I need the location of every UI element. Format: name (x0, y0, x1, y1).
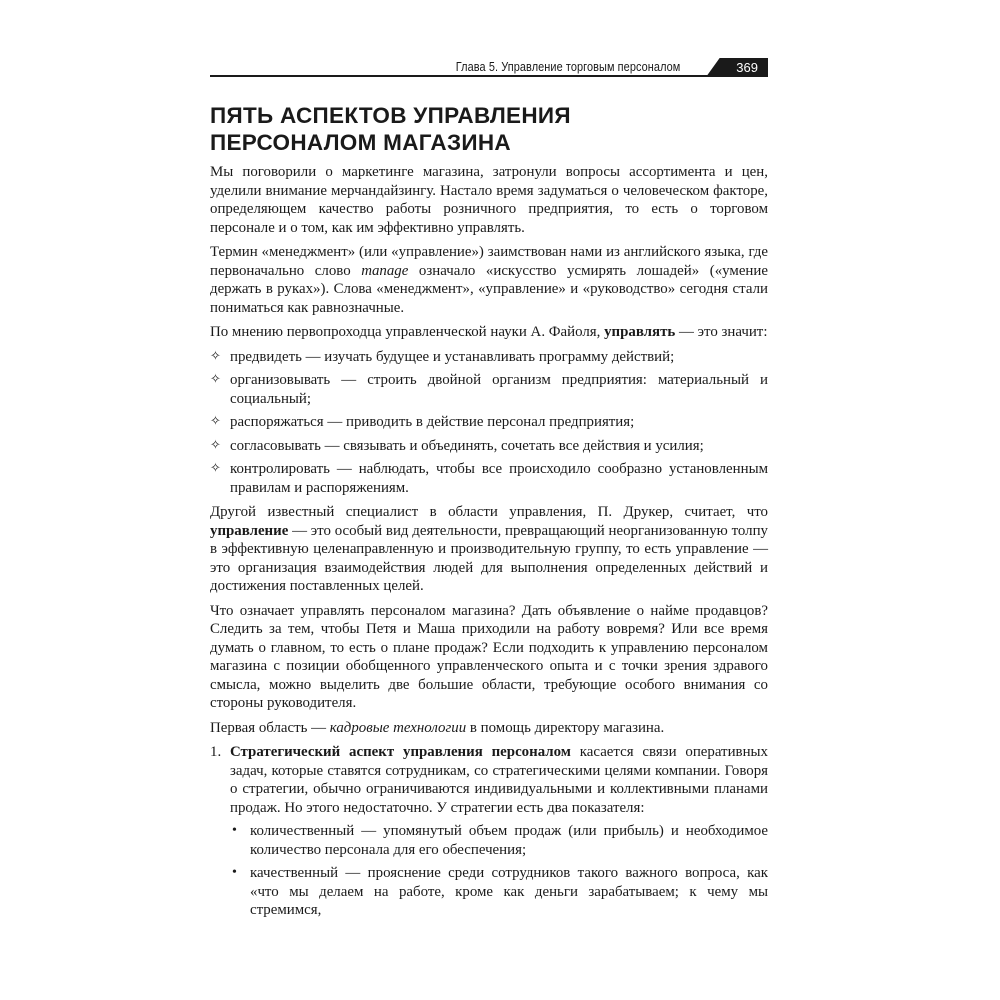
header-rule (210, 75, 768, 77)
section-title (210, 102, 768, 156)
bullet-icon: • (232, 865, 237, 880)
bullet-icon: • (232, 823, 237, 838)
strong-upravlyat: управлять (604, 324, 676, 340)
list-item-text: распоряжаться — приводить в действие персонал предприятия; (230, 414, 635, 430)
emphasis-hr-tech: кадровые технологии (329, 719, 467, 736)
emphasis-manage: manage (361, 262, 409, 279)
text-run: касается связи оперативных задач, которые ставятся сотрудникам, со стратегическими целями компании. Говоря о стратегии, обычно ограничиваются индивидуальными и коллективными планами продаж. Но этого недостаточно. У стратегии есть два показателя: (230, 744, 768, 816)
paragraph-intro: Мы поговорили о маркетинге магазина, затронули вопросы ассортимента и цен, уделили внимание мерчандайзингу. Настало время задуматься о человеческом факторе, определяющем качество работы розничного предприятия, то есть о торговом персонале и о том, как им эффективно управлять. (210, 164, 768, 236)
star-bullet-icon: ✧ (210, 414, 221, 429)
text-run: — это особый вид деятельности, превращающий неорганизованную толпу в эффективную целенаправленную и производительную группу, то есть управление — это организация взаимодействия людей для выполнения определенных действий и достижения поставленных целей. (210, 522, 768, 594)
list-item (210, 348, 768, 367)
strong-upravlenie: управление (210, 522, 289, 539)
list-item-text: количественный — упомянутый объем продаж (или прибыль) и необходимое количество персонала для его обеспечения; (250, 823, 768, 858)
star-bullet-icon: ✧ (210, 372, 221, 387)
list-item-text: качественный — прояснение среди сотрудников такого важного вопроса, как «что мы делаем на работе, кроме как деньги зарабатываем; к чему мы стремимся, (250, 865, 768, 918)
text-run: По мнению первопроходца управленческой науки А. Файоля, (210, 324, 605, 340)
paragraph-first-area (210, 719, 768, 738)
text-run: Другой известный специалист в области управления, П. Друкер, считает, что (210, 504, 768, 520)
star-bullet-icon: ✧ (210, 437, 221, 453)
list-item (210, 413, 768, 432)
list-item-text: согласовывать — связывать и объединять, сочетать все действия и усилия; (230, 437, 704, 454)
list-item (210, 437, 768, 456)
paragraph-fayol (210, 323, 768, 342)
paragraph-drucker (210, 503, 768, 596)
list-item (210, 371, 768, 408)
body-text (210, 163, 768, 925)
star-bullet-icon: ✧ (210, 348, 221, 364)
strategy-indicators-list (230, 822, 768, 920)
list-item (210, 743, 768, 920)
strong-strategic-aspect: Стратегический аспект управления персоналом (230, 744, 571, 760)
text-run: означало «искусство усмирять лошадей» («умение держать в руках»). Слова «менеджмент», «управление» и «руководство» сегодня стали пониматься как равнозначные. (210, 262, 768, 316)
list-item (230, 822, 768, 859)
list-item-text: организовывать — строить двойной организм предприятия: материальный и социальный; (230, 372, 768, 407)
page-number: 369 (736, 60, 758, 75)
aspects-list (210, 743, 768, 920)
list-item-text: контролировать — наблюдать, чтобы все происходило сообразно установленным правилам и распоряжениям. (230, 461, 768, 496)
paragraph-store-staff: Что означает управлять персоналом магазина? Дать объявление о найме продавцов? Следить за тем, чтобы Петя и Маша приходили на работу вовремя? Или все время думать о главном, то есть о плане продаж? Если подходить к управлению персоналом магазина с позиции обобщенного управленческого опыта и с точки зрения здравого смысла, можно выделить две большие области, требующие особого внимания со стороны руководителя. (210, 602, 768, 711)
text-run: Первая область — (210, 719, 330, 736)
paragraph-management-term (210, 243, 768, 317)
book-page (210, 0, 768, 1000)
list-item (210, 460, 768, 497)
list-item (230, 864, 768, 920)
list-number: 1. (210, 744, 222, 760)
section-title-line-2: ПЕРСОНАЛОМ МАГАЗИНА (210, 130, 511, 155)
fayol-functions-list (210, 348, 768, 498)
list-item-text: предвидеть — изучать будущее и устанавливать программу действий; (230, 348, 675, 365)
running-header (210, 58, 768, 78)
chapter-title: Глава 5. Управление торговым персоналом (455, 59, 680, 74)
text-run: в помощь директору магазина. (466, 719, 665, 736)
section-title-line-1: ПЯТЬ АСПЕКТОВ УПРАВЛЕНИЯ (210, 103, 571, 128)
text-run: Термин «менеджмент» (или «управление») заимствован нами из английского языка, где первоначально слово (210, 244, 768, 279)
star-bullet-icon: ✧ (210, 461, 221, 476)
text-run: — это значит: (675, 324, 768, 340)
